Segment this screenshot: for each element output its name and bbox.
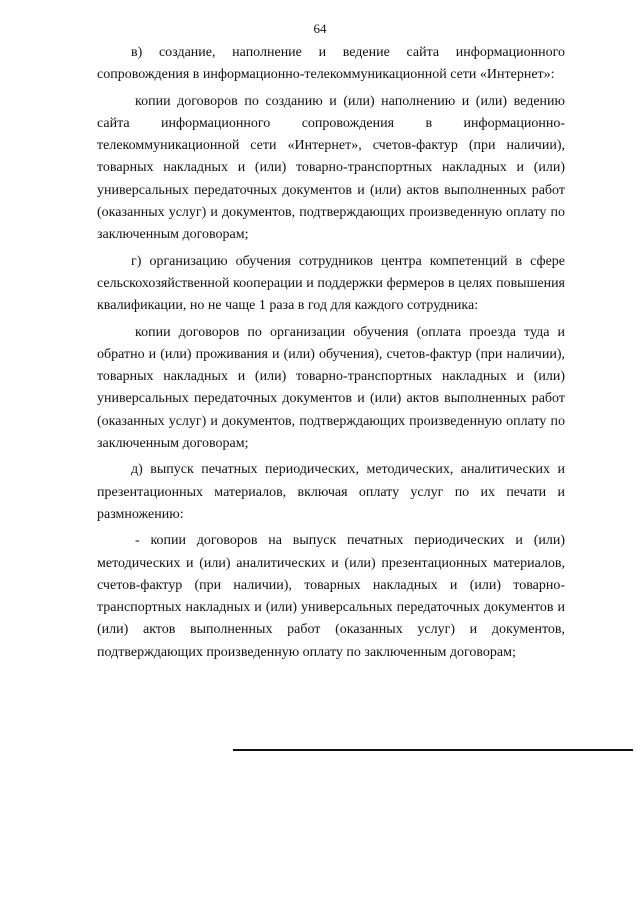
paragraph-item-v: в) создание, наполнение и ведение сайта информационного сопровождения в информационно-телекоммуникационной сети «Интернет»:	[97, 45, 565, 83]
paragraph-item-v-documents: копии договоров по созданию и (или) наполнению и (или) ведению сайта информационного сопровождения в информационно-телекоммуникационной сети «Интернет», счетов-фактур (при наличии), товарных накладных и (или) товарно-транспортных накладных и (или) универсальных передаточных документов и (или) актов выполненных работ (оказанных услуг) и документов, подтверждающих произведенную оплату по заключенным договорам;	[97, 93, 565, 243]
paragraph-item-g-documents: копии договоров по организации обучения (оплата проезда туда и обратно и (или) проживания и (или) обучения), счетов-фактур (при наличии), товарных накладных и (или) товарно-транспортных накладных и (или) универсальных передаточных документов и (или) актов выполненных работ (оказанных услуг) и документов, подтверждающих произведенную оплату по заключенным договорам;	[97, 324, 565, 452]
paragraph-item-g: г) организацию обучения сотрудников центра компетенций в сфере сельскохозяйственной кооперации и поддержки фермеров в целях повышения квалификации, но не чаще 1 раза в год для каждого сотрудника:	[97, 253, 565, 314]
document-body	[97, 42, 565, 668]
paragraph-item-d: д) выпуск печатных периодических, методических, аналитических и презентационных материалов, включая оплату услуг по их печати и размножению:	[97, 462, 565, 522]
page-number: 64	[313, 21, 327, 36]
paragraph-item-d-documents: - копии договоров на выпуск печатных периодических и (или) методических и (или) аналитических и (или) презентационных материалов, счетов-фактур (при наличии), товарных накладных и (или) товарно-транспортных накладных и (или) универсальных передаточных документов и (или) актов выполненных работ (оказанных услуг) и документов, подтверждающих произведенную оплату по заключенным договорам;	[97, 533, 565, 660]
footnote-divider-line	[233, 749, 633, 751]
